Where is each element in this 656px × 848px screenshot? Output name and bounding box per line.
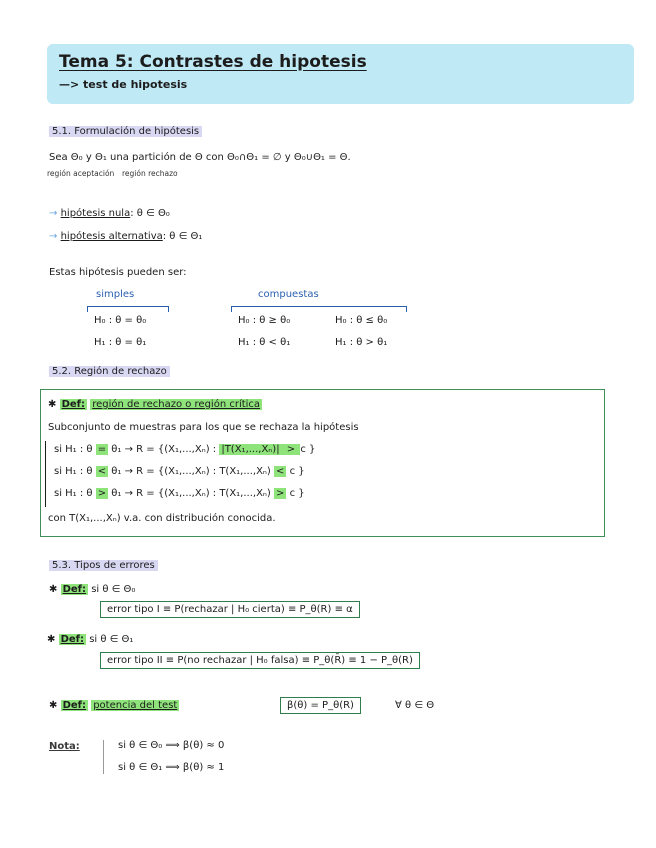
power-function-box: β(θ) = P_θ(R)	[280, 697, 361, 714]
page-title: Tema 5: Contrastes de hipotesis	[59, 52, 367, 72]
simple-bracket	[87, 306, 169, 307]
composite-h0-leq: H₀ : θ ≤ θ₀	[335, 315, 388, 326]
power-forall: ∀ θ ∈ Θ	[395, 700, 435, 711]
asterisk-icon: ✱	[47, 634, 56, 645]
asterisk-icon: ✱	[49, 700, 58, 711]
def-term: potencia del test	[93, 700, 178, 711]
case-end: c }	[286, 466, 305, 477]
arrow-right-icon: →	[49, 208, 58, 219]
section-title: 5.2. Región de rechazo	[49, 366, 170, 377]
def-rejection-region-line	[48, 399, 262, 410]
null-hypothesis-math: : θ ∈ Θ₀	[130, 208, 170, 219]
null-hypothesis-label: hipótesis nula	[60, 208, 131, 219]
composite-bracket	[231, 306, 407, 307]
section-title: 5.3. Tipos de errores	[49, 560, 158, 571]
composite-label: compuestas	[258, 289, 319, 300]
page-subtitle: —> test de hipotesis	[59, 78, 188, 91]
composite-h0-geq: H₀ : θ ≥ θ₀	[238, 315, 291, 326]
composite-h1-lt: H₁ : θ < θ₁	[238, 337, 291, 348]
case-operator: >	[97, 488, 107, 499]
alt-hypothesis-label: hipótesis alternativa	[60, 231, 163, 242]
def-type1-line	[49, 584, 135, 595]
arrow-right-icon: →	[49, 231, 58, 242]
partition-sentence: Sea Θ₀ y Θ₁ una partición de Θ con Θ₀∩Θ₁ = ∅ y Θ₀∪Θ₁ = Θ.	[49, 152, 351, 163]
asterisk-icon: ✱	[48, 399, 57, 410]
case-relation: <	[276, 466, 285, 477]
case-rule: θ₁ → R = {(X₁,...,Xₙ) : T(X₁,...,Xₙ)	[108, 466, 274, 477]
statistic-distribution-note: con T(X₁,...,Xₙ) v.a. con distribución conocida.	[48, 513, 276, 524]
case-condition: si H₁ : θ	[54, 488, 96, 499]
section-title: 5.1. Formulación de hipótesis	[49, 126, 202, 137]
case-relation: >	[283, 444, 299, 455]
case-operator: =	[97, 444, 107, 455]
def-label: Def:	[61, 399, 86, 410]
title-banner	[47, 44, 634, 104]
case-condition: si H₁ : θ	[54, 466, 96, 477]
def-type2-line	[47, 634, 133, 645]
def-condition: si θ ∈ Θ₁	[89, 634, 134, 645]
case-end: c }	[300, 444, 316, 455]
note-label: Nota:	[49, 741, 80, 752]
case-right-sided	[54, 488, 305, 499]
case-left-sided	[54, 466, 305, 477]
case-rule: θ₁ → R = {(X₁,...,Xₙ) : T(X₁,...,Xₙ)	[108, 488, 274, 499]
def-label: Def:	[60, 634, 85, 645]
cases-bracket	[45, 441, 52, 507]
alt-hypothesis-line	[49, 231, 202, 242]
case-operator: <	[97, 466, 107, 477]
def-condition: si θ ∈ Θ₀	[91, 584, 136, 595]
case-end: c }	[286, 488, 305, 499]
note-power-h1: si θ ∈ Θ₁ ⟹ β(θ) ≈ 1	[118, 762, 225, 773]
asterisk-icon: ✱	[49, 584, 58, 595]
simple-label: simples	[96, 289, 135, 300]
case-relation: >	[276, 488, 285, 499]
section-heading-5-2	[49, 366, 170, 377]
type2-error-box: error tipo II ≡ P(no rechazar | H₀ falsa) ≡ P_θ(R̄) ≡ 1 − P_θ(R)	[100, 652, 420, 669]
case-condition: si H₁ : θ	[54, 444, 96, 455]
def-label: Def:	[62, 700, 87, 711]
section-heading-5-1	[49, 126, 202, 137]
simple-h0: H₀ : θ = θ₀	[94, 315, 147, 326]
type1-error-box: error tipo I ≡ P(rechazar | H₀ cierta) ≡ P_θ(R) ≡ α	[100, 601, 360, 618]
rejection-region-note: región rechazo	[122, 169, 178, 178]
note-power-h0: si θ ∈ Θ₀ ⟹ β(θ) ≈ 0	[118, 740, 225, 751]
case-two-sided	[54, 444, 315, 455]
composite-h1-gt: H₁ : θ > θ₁	[335, 337, 388, 348]
simple-h1: H₁ : θ = θ₁	[94, 337, 147, 348]
case-rule: θ₁ → R = {(X₁,...,Xₙ) :	[108, 444, 220, 455]
hypothesis-types-intro: Estas hipótesis pueden ser:	[49, 267, 187, 278]
acceptance-region-note: región aceptación	[47, 169, 115, 178]
def-rejection-region-text: Subconjunto de muestras para los que se rechaza la hipótesis	[48, 422, 359, 433]
null-hypothesis-line	[49, 208, 170, 219]
def-power-line	[49, 700, 179, 711]
section-heading-5-3	[49, 560, 158, 571]
def-label: Def:	[62, 584, 87, 595]
def-term: región de rechazo o región crítica	[92, 399, 261, 410]
alt-hypothesis-math: : θ ∈ Θ₁	[162, 231, 203, 242]
note-bracket	[103, 740, 104, 774]
case-abs-statistic: |T(X₁,...,Xₙ)|	[221, 444, 280, 455]
